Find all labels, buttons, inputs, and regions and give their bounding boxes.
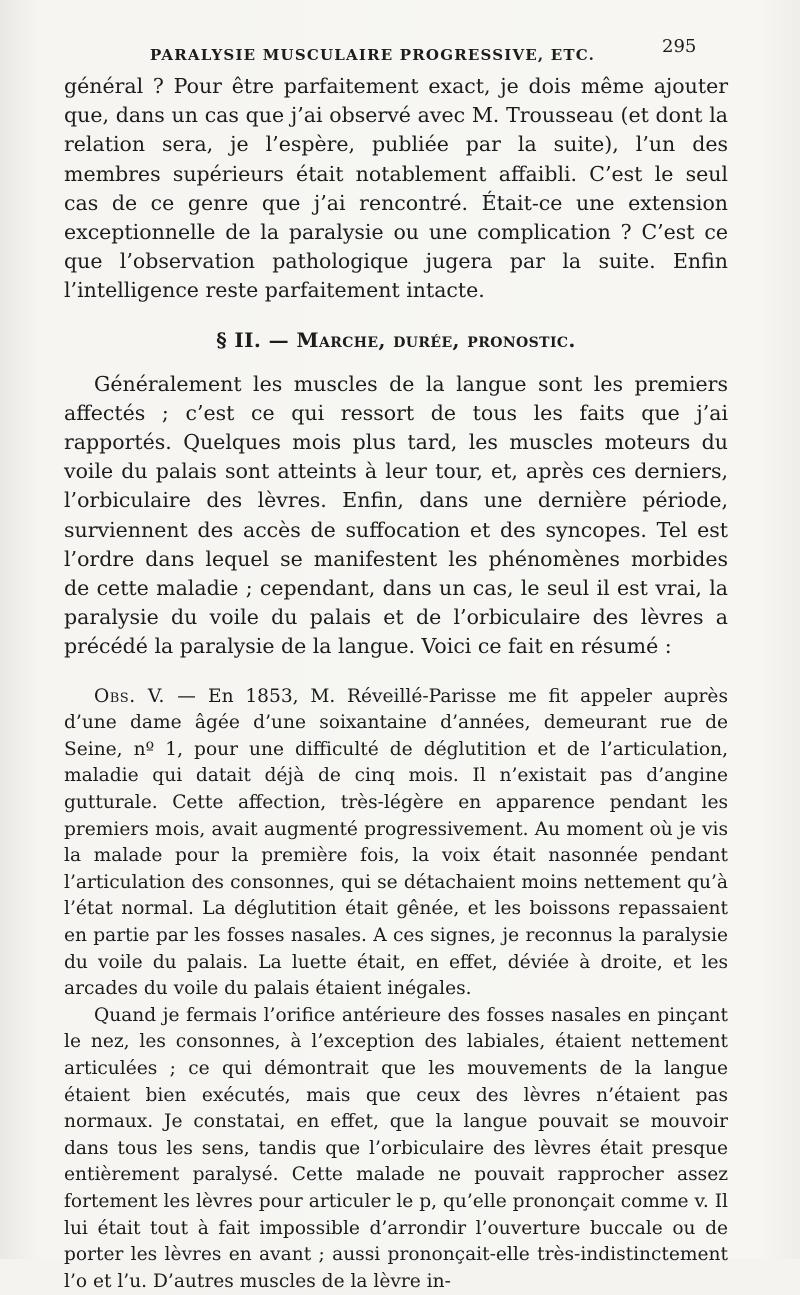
page-number: 295 — [662, 36, 697, 57]
main-text — [64, 72, 728, 1295]
paragraph-continued: général ? Pour être parfaitement exact, je dois même ajouter que, dans un cas que j’ai observé avec M. Trousseau (et dont la relation sera, je l’espère, publiée par la suite), l’un des membres supérieurs était notablement affaibli. C’est le seul cas de ce genre que j’ai rencontré. Était-ce une extension exceptionnelle de la paralysie ou une complication ? C’est ce que l’observation pathologique jugera par la suite. Enfin l’intelligence reste parfaitement intacte. — [64, 74, 728, 303]
running-head: PARALYSIE MUSCULAIRE PROGRESSIVE, ETC. — [150, 46, 596, 64]
paragraph-section: Généralement les muscles de la langue sont les premiers affectés ; c’est ce qui ressort de tous les faits que j’ai rapportés. Quelques mois plus tard, les muscles moteurs du voile du palais sont atteints à leur tour, et, après ces derniers, l’orbiculaire des lèvres. Enfin, dans une dernière période, surviennent des accès de suffocation et des syncopes. Tel est l’ordre dans lequel se manifestent les phénomènes morbides de cette maladie ; cependant, dans un cas, le seul il est vrai, la paralysie du voile du palais et de l’orbiculaire des lèvres a précédé la paralysie de la langue. Voici ce fait en résumé : — [64, 371, 728, 659]
observation-paragraph-2: Quand je fermais l’orifice antérieure des fosses nasales en pinçant le nez, les consonnes, à l’exception des labiales, étaient nettement articulées ; ce qui démontrait que les mouvements de la langue étaient bien exécutés, mais que ceux des lèvres n’étaient pas normaux. Je constatai, en effet, que la langue pouvait se mouvoir dans tous les sens, tandis que l’orbiculaire des lèvres était presque entièrement paralysé. Cette malade ne pouvait rapprocher assez fortement les lèvres pour articuler le p, qu’elle prononçait comme v. Il lui était tout à fait impossible d’arrondir l’ouverture buccale ou de porter les lèvres en avant ; aussi prononçait-elle très-indistinctement l’o et l’u. D’autres muscles de la lèvre in- — [64, 1004, 728, 1292]
observation-label: Obs. V. — — [94, 685, 197, 707]
section-heading: § II. — Marche, durée, pronostic. — [216, 327, 576, 352]
observation-text-1: En 1853, M. Réveillé-Parisse me fit appeler auprès d’une dame âgée d’une soixantaine d’années, demeurant rue de Seine, nº 1, pour une difficulté de déglutition et de l’articulation, maladie qui datait déjà de cinq mois. Il n’existait pas d’angine gutturale. Cette affection, très-légère en apparence pendant les premiers mois, avait augmenté progressivement. Au moment où je vis la malade pour la première fois, la voix était nasonnée pendant l’articulation des consonnes, qui se détachaient moins nettement qu’à l’état normal. La déglutition était gênée, et les boissons repassaient en partie par les fosses nasales. A ces signes, je reconnus la paralysie du voile du palais. La luette était, en effet, déviée à droite, et les arcades du voile du palais étaient inégales. — [64, 685, 728, 1000]
observation-paragraph-1 — [64, 684, 728, 1003]
